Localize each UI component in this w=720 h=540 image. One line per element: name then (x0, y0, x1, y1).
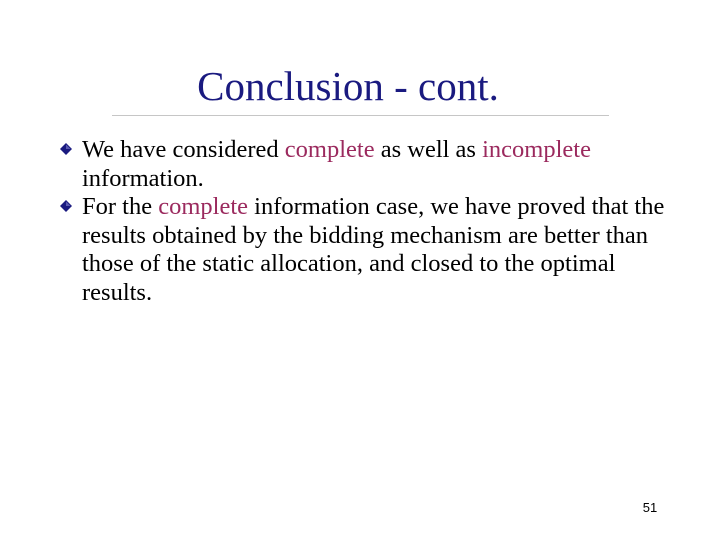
bullet-text: information case, we have proved that the results obtained by the bidding mechanism are better than those of the static allocation, and closed to the optimal results. (82, 193, 665, 306)
highlight-term: complete (158, 193, 249, 220)
bullet-list (57, 136, 677, 307)
highlight-term: complete (284, 136, 375, 163)
highlight-term: incomplete (482, 136, 591, 163)
bullet-text: as well as (374, 136, 483, 163)
bullet-item-2 (57, 193, 677, 307)
bullet-item-1 (57, 136, 677, 193)
title-divider (112, 115, 609, 116)
slide-title: Conclusion - cont. (197, 63, 499, 109)
page-number: 51 (642, 500, 658, 515)
diamond-bullet-icon (60, 200, 72, 212)
bullet-text: For the (82, 193, 159, 220)
diamond-bullet-icon (60, 143, 72, 155)
bullet-text: information. (82, 164, 204, 192)
bullet-text: We have considered (82, 136, 285, 163)
